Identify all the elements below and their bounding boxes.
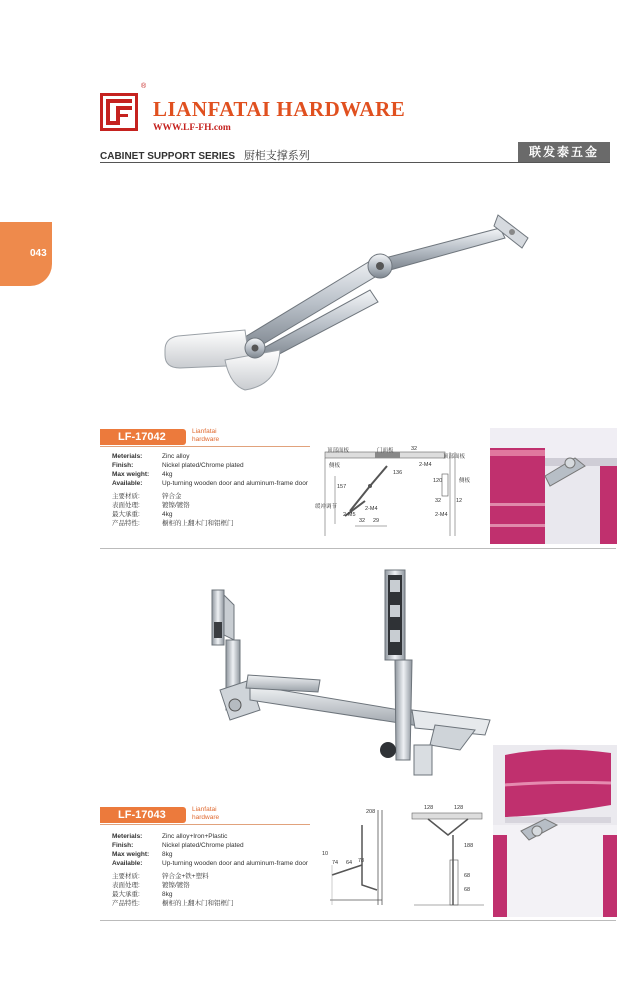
spec-row: Finish: Nickel plated/Chrome plated: [112, 842, 244, 849]
diagram-label: 顶部面板: [327, 448, 350, 454]
diagram-dim: 136: [393, 470, 403, 476]
brand-cn-badge: 联发泰五金: [518, 142, 610, 162]
brand-small-line-2: hardware: [192, 436, 220, 443]
brand-url[interactable]: WWW.LF-FH.com: [153, 123, 231, 133]
diagram-dim: 29: [373, 518, 380, 524]
technical-diagram-lf-17043-side: [322, 805, 397, 915]
model-badge-lf-17042: LF-17042: [100, 429, 186, 445]
chip-rule: [100, 824, 310, 825]
diagram-dim: 128: [424, 805, 434, 811]
installation-photo-lf-17043: [493, 745, 617, 917]
registered-mark: ®: [141, 83, 147, 90]
brand-name: LIANFATAI HARDWARE: [153, 97, 406, 121]
series-title-en: CABINET SUPPORT SERIES: [100, 151, 236, 162]
diagram-dim: 68: [464, 887, 471, 893]
page-number-tab: 043: [0, 222, 52, 286]
section-divider: [100, 920, 616, 921]
brand-small-line-1: Lianfatai: [192, 806, 217, 813]
diagram-dim: 188: [464, 843, 474, 849]
spec-row: Finish: Nickel plated/Chrome plated: [112, 462, 244, 469]
diagram-dim: 78: [358, 858, 365, 864]
diagram-dim: 120: [433, 478, 443, 484]
spec-row: 最大承重: 4kg: [112, 511, 173, 518]
technical-diagram-lf-17042: [315, 446, 485, 546]
series-title-cn: 厨柜支撑系列: [243, 150, 310, 162]
product-photo-lf-17042: [150, 200, 550, 400]
installation-photo-lf-17042: [490, 428, 617, 544]
diagram-label: 侧板: [329, 463, 341, 469]
diagram-dim: 2-M4: [419, 462, 432, 468]
brand-small-lf-17042: [192, 428, 219, 444]
diagram-dim: 74: [332, 860, 339, 866]
spec-row: 产品特性: 橱柜的上翻木门和铝框门: [112, 520, 234, 527]
spec-row: Meterials: Zinc alloy: [112, 453, 190, 460]
specs-cn-lf-17043: [112, 872, 234, 908]
header-divider: [100, 162, 610, 163]
diagram-dim: 2-M4: [365, 506, 378, 512]
diagram-dim: 32: [411, 446, 418, 452]
diagram-dim: 2-M4: [435, 512, 448, 518]
section-divider: [100, 548, 616, 549]
diagram-dim: 157: [337, 484, 347, 490]
spec-row: Available: Up-turning wooden door and aluminum-frame door: [112, 480, 308, 487]
diagram-label: 门面板: [377, 448, 394, 454]
series-title: [100, 147, 310, 163]
diagram-label: 侧板: [459, 478, 471, 484]
spec-row: 表面处理: 镀镍/镀铬: [112, 502, 190, 509]
specs-en-lf-17043: [112, 832, 308, 868]
diagram-dim: 2-M5: [343, 512, 356, 518]
specs-cn-lf-17042: [112, 492, 234, 528]
diagram-dim: 32: [359, 518, 366, 524]
diagram-dim: 208: [366, 809, 376, 815]
spec-row: Available: Up-turning wooden door and aluminum-frame door: [112, 860, 308, 867]
diagram-dim: 128: [454, 805, 464, 811]
diagram-dim: 64: [346, 860, 353, 866]
spec-row: 最大承重: 8kg: [112, 891, 173, 898]
spec-row: 产品特性: 橱柜的上翻木门和铝框门: [112, 900, 234, 907]
model-badge-lf-17043: LF-17043: [100, 807, 186, 823]
diagram-dim: 32: [435, 498, 442, 504]
diagram-dim: 12: [456, 498, 463, 504]
spec-row: 表面处理: 镀镍/镀铬: [112, 882, 190, 889]
diagram-label: 顶部面板: [443, 454, 466, 460]
spec-row: Max weight: 8kg: [112, 851, 173, 858]
spec-row: 主要材质: 锌合金: [112, 493, 182, 500]
brand-logo: [100, 93, 138, 131]
technical-diagram-lf-17043-front: [408, 805, 490, 915]
diagram-dim: 68: [464, 873, 471, 879]
brand-small-lf-17043: [192, 806, 219, 822]
chip-rule: [100, 446, 310, 447]
brand-small-line-2: hardware: [192, 814, 220, 821]
spec-row: Max weight: 4kg: [112, 471, 173, 478]
spec-row: 主要材质: 锌合金+铁+塑料: [112, 873, 209, 880]
specs-en-lf-17042: [112, 452, 308, 488]
diagram-label: 缓冲调节: [315, 504, 338, 510]
brand-small-line-1: Lianfatai: [192, 428, 217, 435]
product-photo-lf-17043: [200, 560, 510, 785]
spec-row: Meterials: Zinc alloy+Iron+Plastic: [112, 833, 228, 840]
diagram-dim: 10: [322, 851, 329, 857]
